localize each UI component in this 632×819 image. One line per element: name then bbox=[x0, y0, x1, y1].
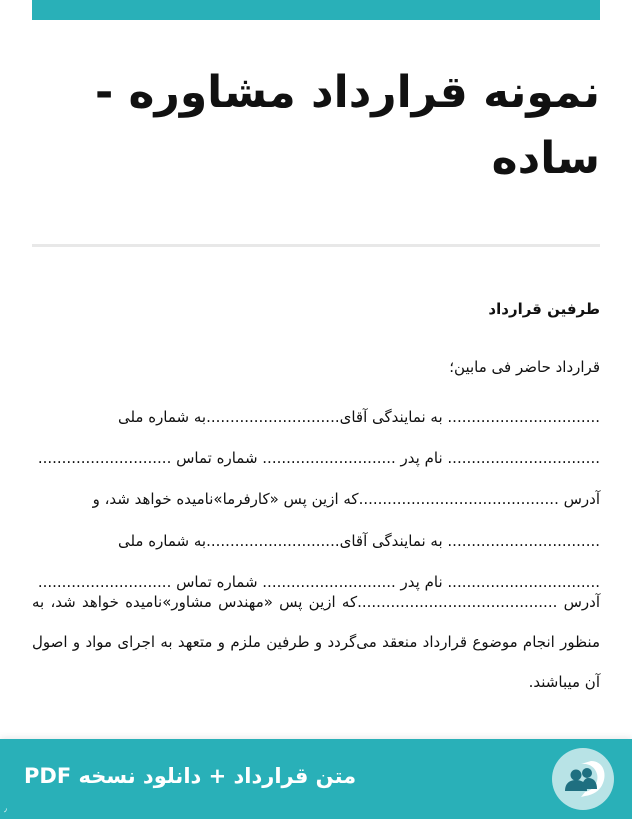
party-employer-line-2: ................................ نام پدر ............................ شماره تماس ............................ bbox=[37, 449, 600, 467]
intro-text: قرارداد حاضر فی مابین؛ bbox=[449, 358, 600, 376]
users-chat-icon[interactable] bbox=[551, 747, 615, 811]
section-heading: طرفین قرارداد bbox=[488, 300, 600, 318]
logo-circle bbox=[552, 748, 614, 810]
party-consultant-paragraph: آدرس ..........................................که ازین پس «مهندس مشاور»نامیده خواهد شد، به منظور انجام موضوع قرارداد منعقد می‌گردد و طرفین ملزم و متعهد به اجرای مواد و اصول آن میباشند. bbox=[32, 593, 600, 691]
party-employer-line-1: ................................ به نمایندگی آقای............................به شماره ملی bbox=[117, 408, 600, 426]
party-employer bbox=[32, 407, 600, 509]
party-employer-line-3: آدرس ..........................................که ازین پس «کارفرما»نامیده خواهد شد، و bbox=[92, 490, 600, 508]
corner-mark: ٫ bbox=[4, 804, 7, 814]
top-accent-bar bbox=[32, 0, 600, 20]
person-head-right bbox=[582, 768, 592, 778]
article-content bbox=[32, 60, 600, 702]
party-consultant-line-1: ................................ به نمایندگی آقای............................به شماره ملی bbox=[117, 532, 600, 550]
person-head-left bbox=[571, 770, 582, 781]
party-consultant-line-2: ................................ نام پدر ............................ شماره تماس ............................ bbox=[37, 573, 600, 591]
title-divider bbox=[32, 244, 600, 247]
download-banner[interactable] bbox=[0, 739, 632, 819]
page-title: نمونه قرارداد مشاوره - ساده bbox=[94, 67, 600, 184]
download-label[interactable]: متن قرارداد + دانلود نسخه PDF bbox=[24, 764, 357, 788]
